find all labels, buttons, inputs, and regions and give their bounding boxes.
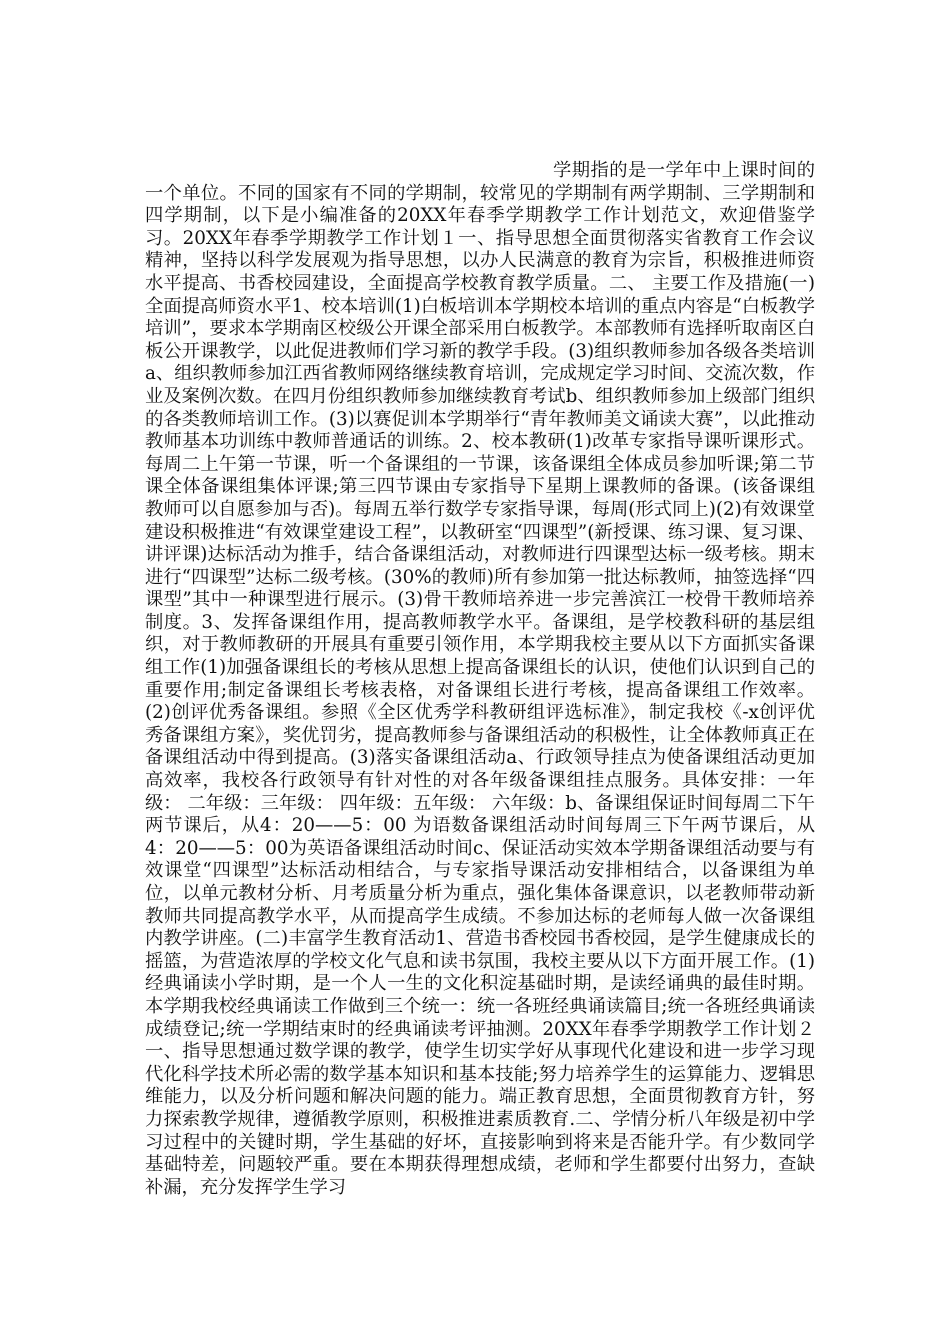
document-body-text: 学期指的是一学年中上课时间的一个单位。不同的国家有不同的学期制，较常见的学期制有两学期制、三学期制和四学期制，以下是小编准备的20XX年春季学期教学工作计划范文，欢迎借鉴学习。20XX年春季学期教学工作计划１一、指导思想全面贯彻落实省教育工作会议精神，坚持以科学发展观为指导思想，以办人民满意的教育为宗旨，积极推进师资水平提高、书香校园建设，全面提高学校教育教学质量。二、 主要工作及措施(一)全面提高师资水平1、校本培训(1)白板培训本学期校本培训的重点内容是“白板教学培训”，要求本学期南区校级公开课全部采用白板教学。本部教师有选择听取南区白板公开课教学，以此促进教师们学习新的教学手段。(3)组织教师参加各级各类培训a、组织教师参加江西省教师网络继续教育培训，完成规定学习时间、交流次数，作业及案例次数。在四月份组织教师参加继续教育考试b、组织教师参加上级部门组织的各类教师培训工作。(3)以赛促训本学期举行“青年教师美文诵读大赛”，以此推动教师基本功训练中教师普通话的训练。2、校本教研(1)改革专家指导课听课形式。每周二上午第一节课，听一个备课组的一节课，该备课组全体成员参加听课;第二节课全体备课组集体评课;第三四节课由专家指导下星期上课教师的备课。(该备课组教师可以自愿参加与否)。每周五举行数学专家指导课，每周(形式同上)(2)有效课堂建设积极推进“有效课堂建设工程”，以教研室“四课型”(新授课、练习课、复习课、讲评课)达标活动为推手，结合备课组活动，对教师进行四课型达标一级考核。期末进行“四课型”达标二级考核。(30%的教师)所有参加第一批达标教师，抽签选择“四课型”其中一种课型进行展示。(3)骨干教师培养进一步完善滨江一校骨干教师培养制度。3、发挥备课组作用，提高教师教学水平。备课组，是学校教科研的基层组织，对于教师教研的开展具有重要引领作用，本学期我校主要从以下方面抓实备课组工作(1)加强备课组长的考核从思想上提高备课组长的认识，使他们认识到自己的重要作用;制定备课组长考核表格，对备课组长进行考核，提高备课组工作效率。(2)创评优秀备课组。参照《全区优秀学科教研组评选标准》，制定我校《-x创评优秀备课组方案》，奖优罚劣，提高教师参与备课组活动的积极性，让全体教师真正在备课组活动中得到提高。(3)落实备课组活动a、行政领导挂点为使备课组活动更加高效率，我校各行政领导有针对性的对各年级备课组挂点服务。具体安排：一年级： 二年级：三年级： 四年级：五年级： 六年级：b、备课组保证时间每周二下午两节课后，从4：20——5：00 为语数备课组活动时间每周三下午两节课后，从4：20——5：00为英语备课组活动时间c、保证活动实效本学期备课组活动要与有效课堂“四课型”达标活动相结合，与专家指导课活动安排相结合，以备课组为单位，以单元教材分析、月考质量分析为重点，强化集体备课意识，以老教师带动新教师共同提高教学水平，从而提高学生成绩。不参加达标的老师每人做一次备课组内教学讲座。(二)丰富学生教育活动1、营造书香校园书香校园，是学生健康成长的摇篮，为营造浓厚的学校文化气息和读书氛围，我校主要从以下方面开展工作。(1)经典诵读小学时期，是一个人一生的文化积淀基础时期，是读经诵典的最佳时期。本学期我校经典诵读工作做到三个统一：统一各班经典诵读篇目;统一各班经典诵读成绩登记;统一学期结束时的经典诵读考评抽测。20XX年春季学期教学工作计划２一、指导思想通过数学课的教学，使学生切实学好从事现代化建设和进一步学习现代化科学技术所必需的数学基本知识和基本技能;努力培养学生的运算能力、逻辑思维能力，以及分析问题和解决问题的能力。端正教育思想，全面贯彻教育方针，努力探索教学规律，遵循教学原则，积极推进素质教育.二、学情分析八年级是初中学习过程中的关键时期，学生基础的好坏，直接影响到将来是否能升学。有少数同学基础特差，问题较严重。要在本期获得理想成绩，老师和学生都要付出努力，查缺补漏，充分发挥学生学习 [145, 160, 815, 1198]
